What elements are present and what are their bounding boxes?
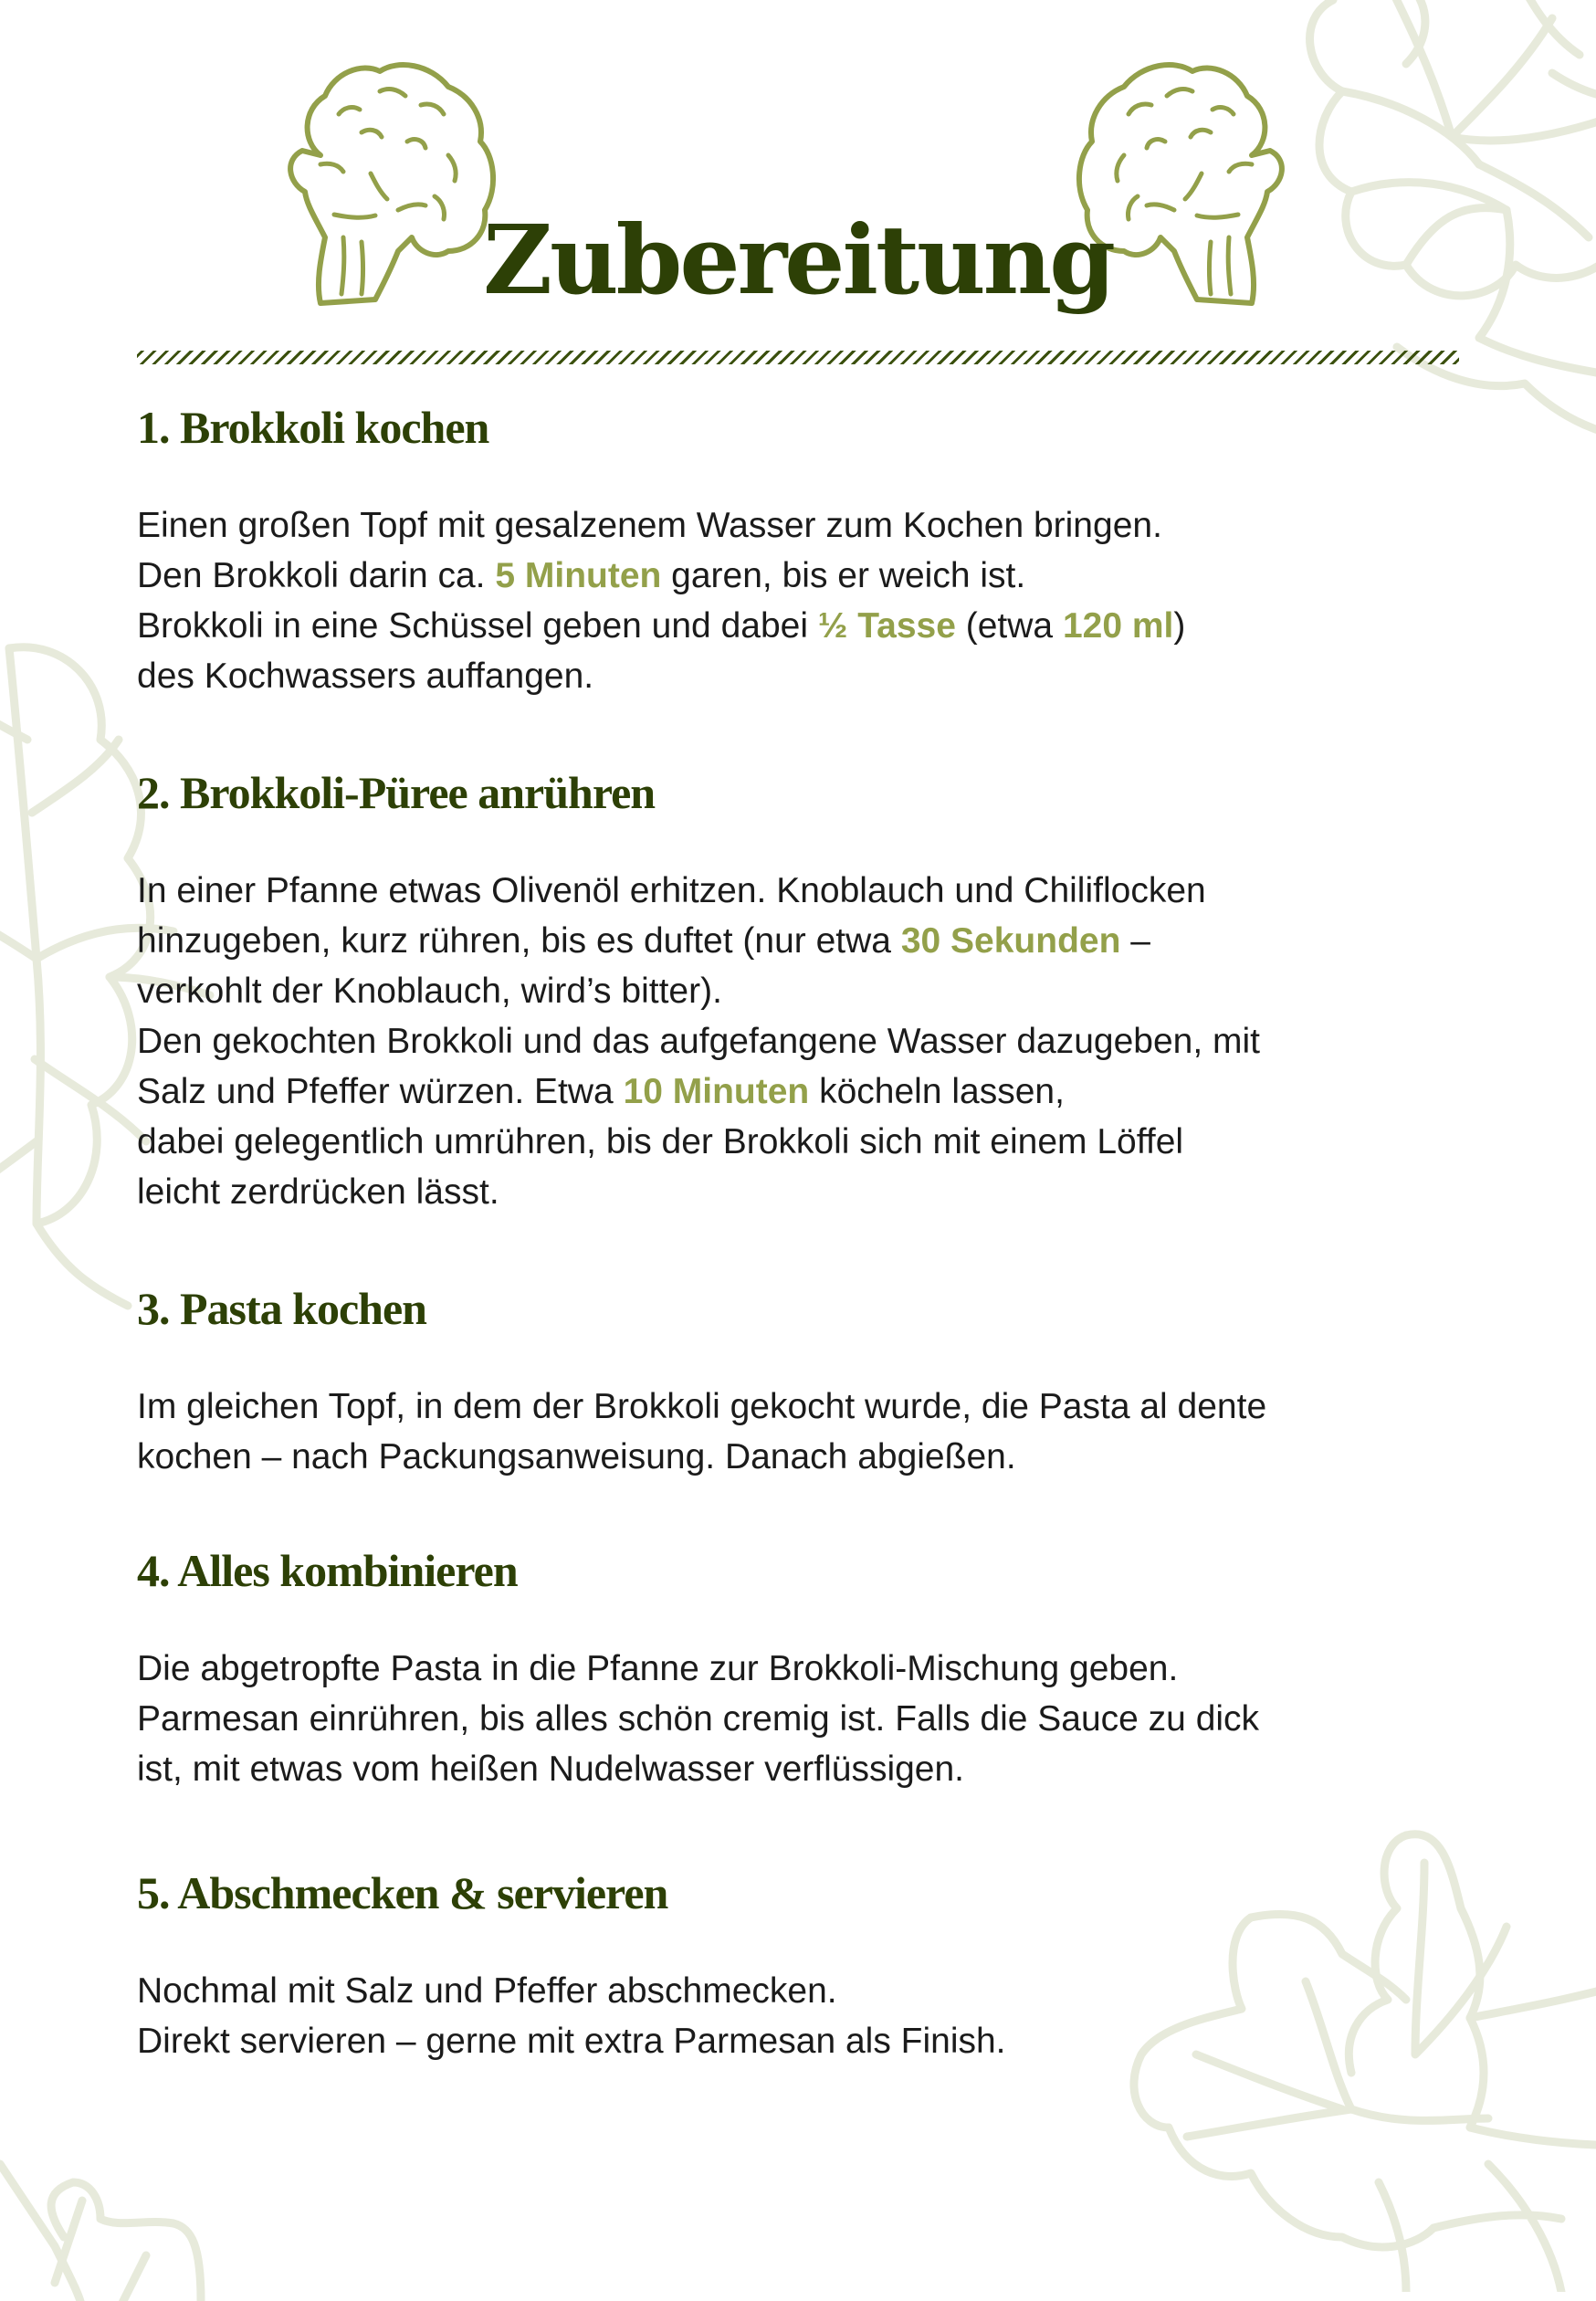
text-line	[137, 500, 1185, 551]
text-segment: Brokkoli in eine Schüssel geben und dabei	[137, 606, 818, 646]
text-segment: Einen großen Topf mit gesalzenem Wasser zum Kochen bringen.	[137, 506, 1162, 545]
text-line	[137, 551, 1185, 601]
text-segment: hinzugeben, kurz rühren, bis es duftet (nur etwa	[137, 921, 901, 961]
text-segment: kochen – nach Packungsanweisung. Danach abgießen.	[137, 1437, 1016, 1476]
text-segment: (etwa	[955, 606, 1063, 646]
step-heading: 1. Brokkoli kochen	[137, 402, 489, 453]
step-1	[137, 394, 1185, 701]
text-line	[137, 1644, 1259, 1694]
hatched-divider	[137, 351, 1459, 364]
leaf-icon	[0, 2155, 237, 2301]
text-line	[137, 1016, 1260, 1066]
highlight-value: 30 Sekunden	[900, 921, 1121, 961]
text-line	[137, 866, 1260, 916]
text-segment: –	[1120, 921, 1150, 961]
text-segment: verkohlt der Knoblauch, wird’s bitter).	[137, 972, 722, 1011]
leaf-icon	[1105, 1817, 1596, 2292]
step-heading: 3. Pasta kochen	[137, 1283, 426, 1334]
highlight-value: 120 ml	[1062, 606, 1174, 646]
text-segment: In einer Pfanne etwas Olivenöl erhitzen. Knoblauch und Chiliflocken	[137, 871, 1206, 910]
text-segment: des Kochwassers auffangen.	[137, 657, 594, 696]
step-3	[137, 1276, 1266, 1482]
step-heading: 2. Brokkoli-Püree anrühren	[137, 767, 656, 818]
text-segment: dabei gelegentlich umrühren, bis der Brokkoli sich mit einem Löffel	[137, 1122, 1184, 1161]
text-segment: Nochmal mit Salz und Pfeffer abschmecken.	[137, 1971, 837, 2011]
step-heading: 5. Abschmecken & servieren	[137, 1867, 668, 1918]
leaf-decoration-bottom-left	[0, 2155, 237, 2301]
text-segment: Salz und Pfeffer würzen. Etwa	[137, 1072, 624, 1111]
text-line	[137, 1432, 1266, 1482]
text-segment: Den Brokkoli darin ca.	[137, 556, 496, 595]
step-2	[137, 760, 1260, 1217]
text-line	[137, 1694, 1259, 1744]
text-line	[137, 2016, 1006, 2066]
step-5	[137, 1860, 1006, 2066]
step-heading: 4. Alles kombinieren	[137, 1545, 518, 1596]
step-text	[137, 1644, 1259, 1794]
text-line	[137, 1066, 1260, 1117]
text-line	[137, 916, 1260, 966]
step-text	[137, 866, 1260, 1217]
step-4	[137, 1538, 1259, 1794]
text-segment: Den gekochten Brokkoli und das aufgefangene Wasser dazugeben, mit	[137, 1022, 1261, 1061]
page-title: Zubereitung	[483, 204, 1113, 316]
text-line	[137, 1382, 1266, 1432]
text-segment: Parmesan einrühren, bis alles schön cremig ist. Falls die Sauce zu dick	[137, 1699, 1260, 1739]
text-segment: ist, mit etwas vom heißen Nudelwasser verflüssigen.	[137, 1749, 965, 1789]
text-line	[137, 1966, 1006, 2016]
text-segment: garen, bis er weich ist.	[661, 556, 1026, 595]
text-line	[137, 1167, 1260, 1217]
highlight-value: ½ Tasse	[817, 606, 956, 646]
step-text	[137, 500, 1185, 701]
text-segment: Die abgetropfte Pasta in die Pfanne zur Brokkoli-Mischung geben.	[137, 1649, 1179, 1688]
text-segment: leicht zerdrücken lässt.	[137, 1172, 499, 1212]
text-segment: Im gleichen Topf, in dem der Brokkoli gekocht wurde, die Pasta al dente	[137, 1387, 1267, 1426]
text-line	[137, 966, 1260, 1016]
highlight-value: 10 Minuten	[623, 1072, 810, 1111]
step-text	[137, 1966, 1006, 2066]
text-line	[137, 1117, 1260, 1167]
text-line	[137, 601, 1185, 651]
highlight-value: 5 Minuten	[495, 556, 662, 595]
step-text	[137, 1382, 1266, 1482]
leaf-decoration-bottom-right	[1105, 1817, 1596, 2292]
text-line	[137, 651, 1185, 701]
text-segment: )	[1173, 606, 1186, 646]
text-segment: köcheln lassen,	[809, 1072, 1065, 1111]
text-segment: Direkt servieren – gerne mit extra Parmesan als Finish.	[137, 2022, 1006, 2061]
text-line	[137, 1744, 1259, 1794]
